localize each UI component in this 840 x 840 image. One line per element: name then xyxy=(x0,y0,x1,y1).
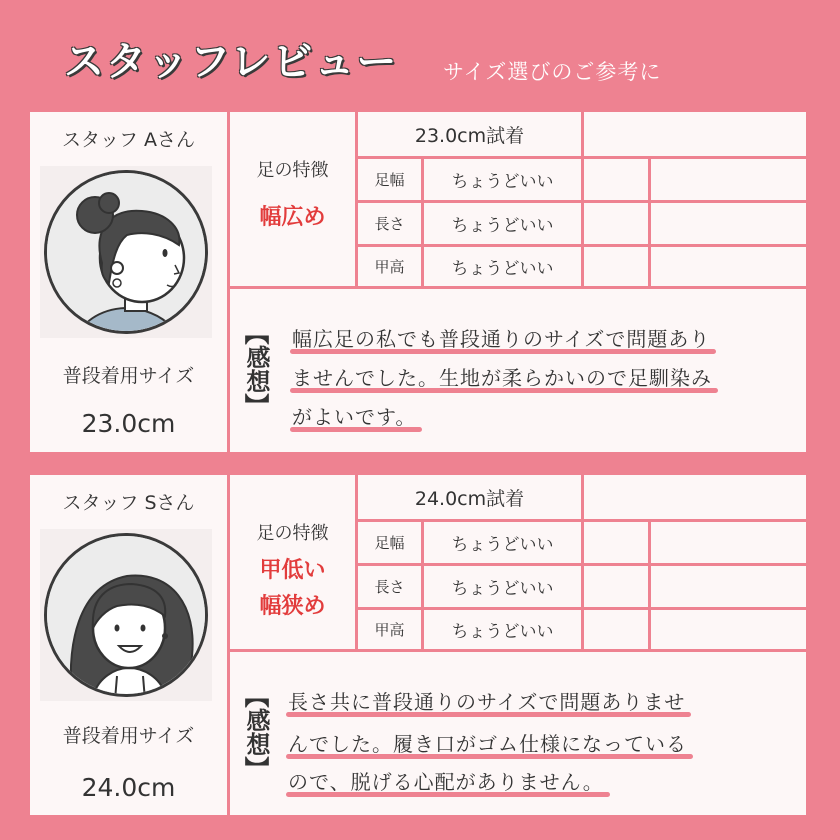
fit-row-label-cell xyxy=(358,159,421,200)
usual-size-label: 普段着用サイズ xyxy=(62,724,195,747)
usual-size-value: 23.0cm xyxy=(81,408,176,438)
foot-feature-type xyxy=(230,553,355,626)
empty-cell xyxy=(584,203,648,244)
review-cell xyxy=(230,652,806,815)
staff-name-cell xyxy=(30,112,227,164)
fit-row-value: ちょうどいい xyxy=(451,535,554,555)
foot-feature-type-line: 甲低い xyxy=(259,558,326,583)
trial-size: 23.0cm試着 xyxy=(414,124,525,147)
foot-feature-type-line: 幅広め xyxy=(259,205,326,230)
fit-row-value-cell xyxy=(424,566,581,607)
review-line: がよいです。 xyxy=(292,401,416,430)
review-line: ので、脱げる心配がありません。 xyxy=(288,766,604,795)
fit-row-value-cell xyxy=(424,159,581,200)
usual-size-cell xyxy=(30,394,227,452)
review-cell xyxy=(230,289,806,452)
fit-row-value-cell xyxy=(424,522,581,563)
staff-name: スタッフ Sさん xyxy=(62,491,195,514)
review-line: んでした。履き口がゴム仕様になっている xyxy=(288,728,687,757)
empty-cell xyxy=(584,247,648,286)
fit-row-value-cell xyxy=(424,203,581,244)
review-tag: 【 感想 】 xyxy=(242,321,270,417)
fit-row-value-cell xyxy=(424,247,581,286)
woman-bun-illustration xyxy=(47,173,208,334)
fit-row-label: 甲高 xyxy=(374,258,405,276)
empty-cell xyxy=(651,610,806,649)
fit-row-label-cell xyxy=(358,610,421,649)
fit-row-label: 足幅 xyxy=(374,534,405,552)
fit-row-value: ちょうどいい xyxy=(451,622,554,642)
usual-size-cell xyxy=(30,760,227,815)
review-tag: 【 感想 】 xyxy=(242,684,270,780)
foot-feature-cell xyxy=(230,112,355,286)
empty-cell xyxy=(584,522,648,563)
fit-row-value: ちょうどいい xyxy=(451,172,554,192)
fit-row-value: ちょうどいい xyxy=(451,579,554,599)
foot-feature-type xyxy=(230,200,355,236)
usual-size-label-cell xyxy=(30,702,227,766)
fit-row-value: ちょうどいい xyxy=(451,216,554,236)
usual-size-value: 24.0cm xyxy=(81,773,176,802)
fit-row-label: 甲高 xyxy=(374,621,405,639)
fit-row-value-cell xyxy=(424,610,581,649)
empty-cell xyxy=(584,566,648,607)
usual-size-label: 普段着用サイズ xyxy=(62,364,195,387)
fit-row-label-cell xyxy=(358,247,421,286)
review-line: 長さ共に普段通りのサイズで問題ありませ xyxy=(288,686,685,715)
fit-row-value: ちょうどいい xyxy=(451,259,554,279)
fit-row-label: 長さ xyxy=(374,215,405,233)
fit-row-label: 足幅 xyxy=(374,171,405,189)
page-subtitle: サイズ選びのご参考に xyxy=(443,60,662,84)
foot-feature-label: 足の特徴 xyxy=(256,160,329,181)
staff-a-avatar xyxy=(44,170,208,334)
empty-cell xyxy=(584,610,648,649)
trial-size-cell xyxy=(358,475,581,519)
empty-cell xyxy=(651,159,806,200)
foot-feature-cell xyxy=(230,475,355,649)
empty-cell xyxy=(584,112,806,156)
empty-cell xyxy=(651,566,806,607)
trial-size: 24.0cm試着 xyxy=(414,487,525,510)
foot-feature-type-line: 幅狭め xyxy=(259,594,326,620)
empty-cell xyxy=(584,475,806,519)
fit-row-label-cell xyxy=(358,522,421,563)
review-line: 幅広足の私でも普段通りのサイズで問題あり xyxy=(292,323,710,352)
empty-cell xyxy=(651,203,806,244)
empty-cell xyxy=(584,159,648,200)
review-line: ませんでした。生地が柔らかいので足馴染み xyxy=(292,362,712,391)
empty-cell xyxy=(651,247,806,286)
trial-size-cell xyxy=(358,112,581,156)
staff-s-avatar xyxy=(44,533,208,697)
staff-name-cell xyxy=(30,475,227,527)
fit-row-label-cell xyxy=(358,566,421,607)
avatar-cell xyxy=(30,164,227,339)
fit-row-label: 長さ xyxy=(374,578,405,596)
page-title: スタッフレビュー xyxy=(64,39,399,85)
empty-cell xyxy=(651,522,806,563)
fit-row-label-cell xyxy=(358,203,421,244)
woman-long-hair-illustration xyxy=(47,536,208,697)
avatar-cell xyxy=(30,527,227,702)
staff-name: スタッフ Aさん xyxy=(61,128,196,151)
foot-feature-label: 足の特徴 xyxy=(256,523,329,544)
